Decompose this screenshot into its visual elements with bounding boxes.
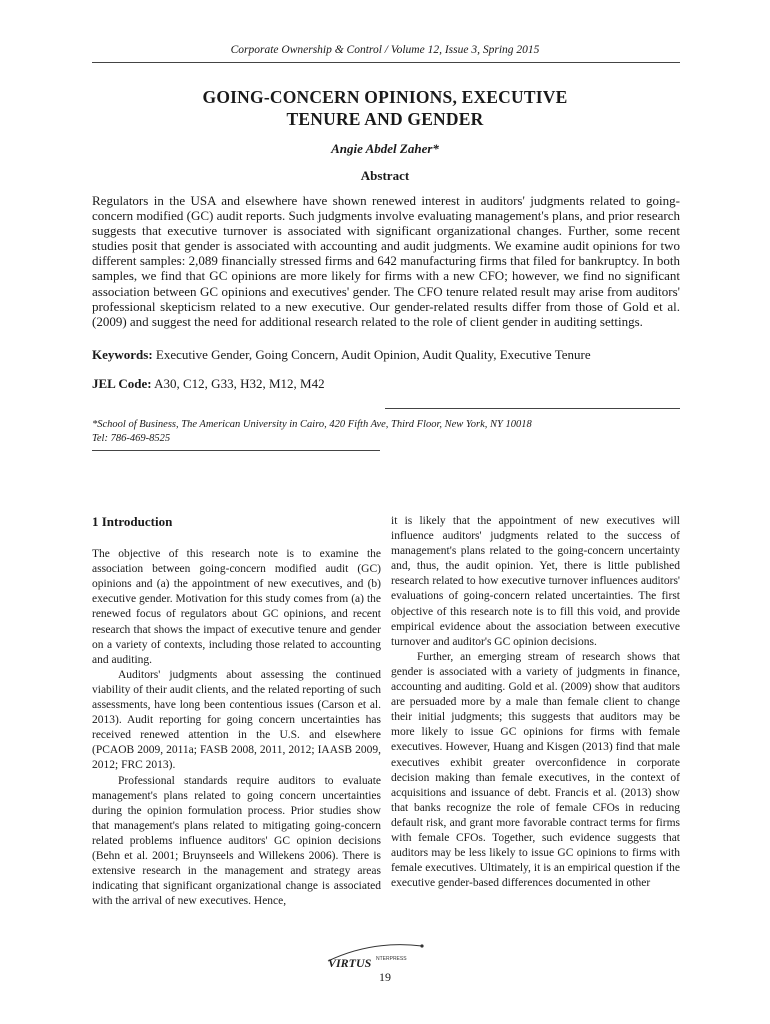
right-column: [391, 514, 680, 891]
author-footnote: [92, 418, 680, 445]
paragraph: Professional standards require auditors to evaluate management's plans related to going concern uncertainties during the opinion formulation process. Prior studies show that management's plans related to mitigating going-concern related problems influence auditors' GC opinion decisions (Behn et al. 2001; Bruynseels and Willekens 2006). There is extensive research in the management and strategy areas indicating that significant organizational change is associated with the arrival of new executives. Hence,: [92, 774, 381, 908]
paragraph: Further, an emerging stream of research shows that gender is associated with a variety of judgments in finance, accounting and auditing. Gold et al. (2009) show that auditors are persuaded more by a male than female client to change their initial judgments; this suggests that auditors may be more likely to issue GC opinions for firms with female executives. However, Huang and Kisgen (2013) find that male executives exhibit greater overconfidence in corporate decision making than female executives, in the context of acquisitions and issuance of debt. Francis et al. (2013) show that banks recognize the role of female CFOs in reducing default risk, and grant more favorable contract terms for firms with female CFOs. Together, such evidence suggests that auditors may be less likely to issue GC opinions to firms with female executives. Ultimately, it is an empirical question if the executive gender-based differences documented in other: [391, 650, 680, 890]
header-rule: [92, 62, 680, 63]
abstract-heading: Abstract: [360, 168, 410, 183]
title-line-2: TENURE AND GENDER: [286, 109, 484, 129]
paragraph: Auditors' judgments about assessing the continued viability of their audit clients, and the related reporting of such assessments, have long been contentious issues (Carson et al. 2013). Audit reporting for going concern uncertainties has received renewed attention in the U.S. and elsewhere (PCAOB 2009, 2011a; FASB 2008, 2011, 2012; IAASB 2009, 2012; FRC 2013).: [92, 668, 381, 772]
logo-subtext: NTERPRESS: [376, 956, 407, 962]
section-heading: 1 Introduction: [92, 514, 173, 529]
logo-text: VIRTUS: [328, 956, 372, 970]
footnote-rule-bottom: [92, 450, 380, 451]
footnote-rule-top: [385, 408, 680, 409]
paragraph: The objective of this research note is to examine the association between going-concern modified audit (GC) opinions and (a) the appointment of new executives, and (b) executive gender. Motivation for this study comes from (a) the renewed focus of regulators about GC opinions, and recent research that shows the impact of executive tenure and gender on a variety of contexts, including those related to accounting and auditing.: [92, 548, 381, 666]
author-name: Angie Abdel Zaher*: [331, 141, 439, 156]
abstract-text: Regulators in the USA and elsewhere have shown renewed interest in auditors' judgments related to going-concern modified (GC) audit reports. Such judgments involve evaluating management's plans, and prior research suggests that executive turnover is associated with significant organizational changes. Further, some recent studies posit that gender is associated with accounting and audit judgments. We examine audit opinions for two different samples: 2,089 financially stressed firms and 642 manufacturing firms that filed for bankruptcy. In both samples, we find that GC opinions are more likely for firms with a new CFO; however, we find no significant association between GC opinions and executives' gender. The CFO tenure related result may arise from auditors' professional skepticism related to a new executive. Our gender-related results differ from those of Gold et al. (2009) and suggest the need for additional research related to the role of client gender in auditing settings.: [92, 193, 680, 329]
virtus-logo: [322, 938, 432, 970]
virtus-logo-graphic: [322, 938, 432, 970]
paper-title: [0, 86, 770, 130]
footnote-phone: Tel: 786-469-8525: [92, 432, 171, 444]
title-line-1: GOING-CONCERN OPINIONS, EXECUTIVE: [202, 87, 568, 107]
jel-text: A30, C12, G33, H32, M12, M42: [151, 376, 325, 391]
keywords-label: Keywords:: [92, 347, 153, 362]
keywords: [92, 347, 680, 363]
page-number: 19: [379, 970, 391, 984]
keywords-text: Executive Gender, Going Concern, Audit Opinion, Audit Quality, Executive Tenure: [152, 347, 591, 362]
footnote-affiliation: *School of Business, The American University in Cairo, 420 Fifth Ave, Third Floor, New York, NY 10018: [92, 419, 532, 430]
jel-label: JEL Code:: [92, 376, 152, 391]
running-head: Corporate Ownership & Control / Volume 12, Issue 3, Spring 2015: [230, 44, 540, 56]
left-column: [92, 514, 381, 909]
jel-code: [92, 376, 680, 392]
paragraph: it is likely that the appointment of new executives will influence auditors' judgments related to the success of management's plans related to the going-concern uncertainty and, thus, the audit opinion. Yet, there is little published research related to how executive turnover influences auditors' evaluations of going-concern related uncertainties. The first objective of this research note is to fill this void, and provide empirical evidence about the association between executive turnover and auditor's GC opinion decisions.: [391, 515, 680, 648]
logo-dot: [420, 944, 423, 947]
